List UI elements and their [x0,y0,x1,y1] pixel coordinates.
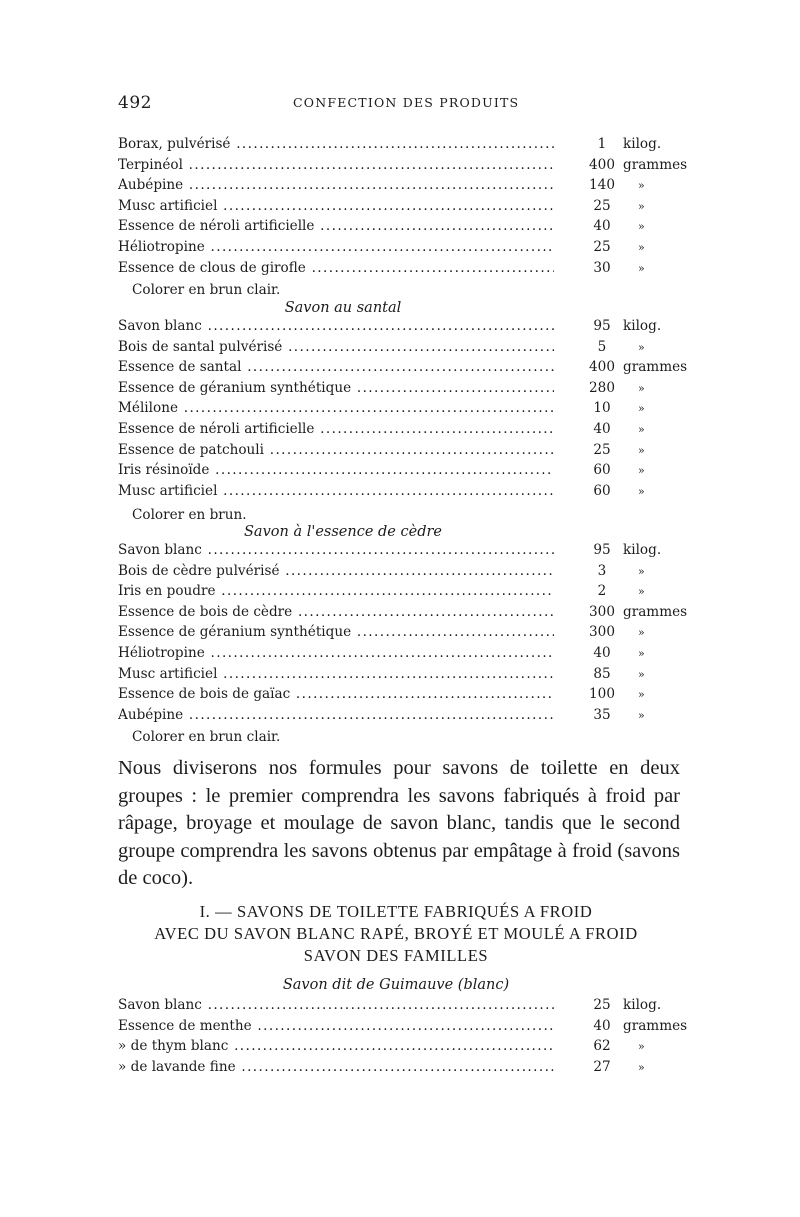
ingredient-label: Terpinéol ..... [118,155,554,176]
ingredient-quantity: 30 [593,259,611,276]
ingredient-label: Essence de néroli artificielle ..... [118,419,554,440]
ditto-mark: » [638,179,645,193]
ingredient-quantity: 25 [593,239,611,255]
formula-title: Savon à l'essence de cèdre [244,524,442,540]
ingredient-label: Savon blanc ..... [118,540,554,561]
ingredient-row [118,995,678,1016]
ingredient-quantity: 25 [593,997,611,1013]
formula-title: Savon dit de Guimauve (blanc) [282,977,510,993]
ingredient-quantity: 400 [589,359,615,376]
formula-note: Colorer en brun clair. [132,282,281,298]
ingredient-quantity: 85 [593,665,611,682]
ingredient-label: Essence de bois de gaïac ..... [118,684,554,705]
ditto-mark: » [638,381,645,395]
ditto-mark: » [638,484,645,498]
section-heading-line: AVEC DU SAVON BLANC RAPÉ, BROYÉ ET MOULÉ A FROID [154,924,638,943]
body-paragraph [118,755,680,893]
ingredient-quantity: 25 [593,441,611,458]
ingredient-unit: kilog. [623,542,662,558]
ingredient-row [118,419,678,440]
ingredient-label: Bois de cèdre pulvérisé ..... [118,561,554,582]
ingredient-label: Essence de néroli artificielle ..... [118,216,554,237]
ingredient-label: Héliotropine ..... [118,237,554,258]
ingredient-row [118,398,678,419]
ingredient-unit: kilog. [623,136,662,152]
ingredient-label: Héliotropine ..... [118,643,554,664]
ditto-mark: » [638,1060,645,1074]
ingredient-unit: grammes [623,156,688,173]
formula-note: Colorer en brun clair. [132,729,281,745]
ingredient-row [118,481,678,502]
ingredient-row [118,134,678,155]
ingredient-quantity: 60 [593,462,611,479]
ingredient-unit: grammes [623,603,688,620]
ingredient-row [118,602,688,623]
running-head: CONFECTION DES PRODUITS [293,95,520,110]
ingredient-quantity: 400 [589,156,615,173]
section-heading-line: I. — SAVONS DE TOILETTE FABRIQUÉS A FROID [199,902,593,921]
ingredient-quantity: 40 [593,1017,611,1034]
ingredient-label: Aubépine ..... [118,705,554,726]
ingredient-quantity: 40 [593,218,611,235]
ditto-mark: » [638,220,645,234]
ingredient-row [118,357,688,378]
ingredient-row [118,664,678,685]
ingredient-row [118,258,678,279]
ingredient-row [118,581,678,602]
ingredient-quantity: 95 [593,318,611,334]
formula-note: Colorer en brun. [132,507,247,523]
ingredient-label: Aubépine ..... [118,175,554,196]
ingredient-label: » de lavande fine ..... [118,1057,554,1078]
ingredient-quantity: 10 [593,400,611,417]
ingredient-row [118,196,678,217]
ingredient-row [118,337,678,358]
ingredient-label: Bois de santal pulvérisé ..... [118,337,554,358]
ingredient-unit: grammes [623,359,688,376]
ingredient-quantity: 62 [593,1038,611,1055]
ditto-mark: » [638,564,645,578]
ingredient-row [118,216,678,237]
ingredient-quantity: 5 [597,338,607,355]
ingredient-quantity: 300 [589,603,615,620]
ditto-mark: » [638,443,645,457]
ingredient-label: Essence de menthe ..... [118,1016,554,1037]
ingredient-label: Essence de patchouli ..... [118,440,554,461]
ingredient-row [118,237,678,258]
ingredient-unit: grammes [623,1017,688,1034]
ingredient-row [118,561,678,582]
ditto-mark: » [638,626,645,640]
ingredient-quantity: 3 [597,562,607,579]
ditto-mark: » [638,688,645,702]
ingredient-row [118,175,678,196]
ingredient-quantity: 140 [589,177,615,194]
ditto-mark: » [638,464,645,478]
ingredient-quantity: 27 [593,1058,611,1075]
ingredient-quantity: 2 [597,583,607,600]
ingredient-quantity: 25 [593,197,611,214]
ingredient-row [118,705,678,726]
ingredient-quantity: 1 [597,136,607,152]
ingredient-label: Musc artificiel ..... [118,481,554,502]
ingredient-row [118,1036,678,1057]
page-number: 492 [118,93,152,113]
ingredient-quantity: 300 [589,624,615,641]
ingredient-label: Essence de géranium synthétique ..... [118,378,554,399]
ingredient-unit: kilog. [623,318,662,334]
ingredient-label: Essence de santal ..... [118,357,554,378]
ingredient-quantity: 40 [593,421,611,437]
ingredient-label: » de thym blanc ..... [118,1036,554,1057]
ingredient-label: Musc artificiel ..... [118,664,554,685]
ditto-mark: » [638,1040,645,1054]
ditto-mark: » [638,261,645,275]
ingredient-row [118,155,688,176]
ingredient-row [118,460,678,481]
page-header [118,93,678,117]
ingredient-row [118,643,678,664]
ingredient-quantity: 100 [589,686,615,703]
ingredient-quantity: 95 [593,542,611,558]
ditto-mark: » [638,340,645,354]
ingredient-label: Savon blanc ..... [118,995,554,1016]
ingredient-label: Borax, pulvérisé ..... [118,134,554,155]
ditto-mark: » [638,199,645,213]
ditto-mark: » [638,423,645,436]
ditto-mark: » [638,585,645,599]
ditto-mark: » [638,708,645,722]
ingredient-quantity: 40 [593,645,611,661]
ingredient-row [118,684,678,705]
ingredient-label: Savon blanc ..... [118,316,554,337]
ingredient-row [118,540,678,561]
ingredient-row [118,378,678,399]
ditto-mark: » [638,667,645,681]
ingredient-row [118,440,678,461]
ingredient-row [118,1057,678,1078]
formula-title: Savon au santal [284,300,402,316]
ingredient-quantity: 280 [589,379,615,396]
ingredient-unit: kilog. [623,997,662,1013]
ingredient-label: Musc artificiel ..... [118,196,554,217]
ingredient-label: Iris résinoïde ..... [118,460,554,481]
ingredient-row [118,1016,688,1037]
ingredient-label: Iris en poudre ..... [118,581,554,602]
ingredient-label: Essence de clous de girofle ..... [118,258,554,279]
ditto-mark: » [638,647,645,660]
ingredient-row [118,622,678,643]
ingredient-label: Essence de géranium synthétique ..... [118,622,554,643]
section-heading-line: SAVON DES FAMILLES [303,946,489,965]
ingredient-label: Essence de bois de cèdre ..... [118,602,554,623]
ingredient-row [118,316,678,337]
ditto-mark: » [638,402,645,416]
ingredient-label: Mélilone ..... [118,398,554,419]
paragraph-text: Nous diviserons nos formules pour savons de toilette en deux groupes : le premier comprendra les savons fabriqués à froid par râpage, broyage et moulage de savon blanc, tandis que le second groupe comprendra les savons obtenus par empâtage à froid (savons de coco). [118,757,680,889]
ditto-mark: » [638,241,645,254]
ingredient-quantity: 60 [593,482,611,499]
ingredient-quantity: 35 [593,706,611,723]
